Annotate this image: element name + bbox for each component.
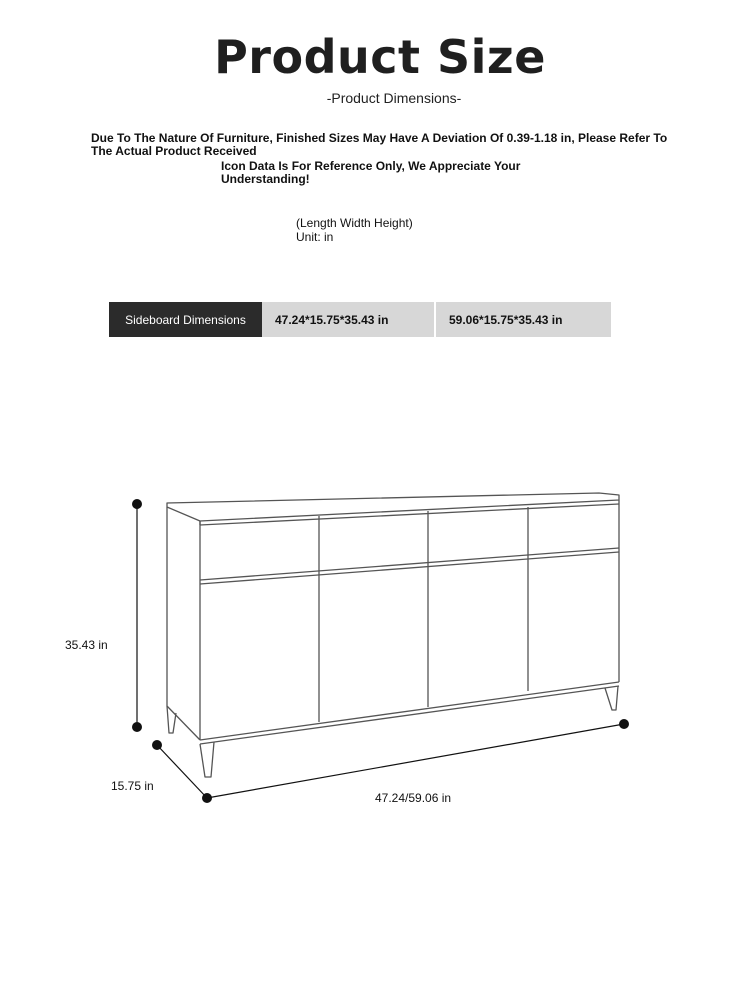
dimensions-table-header: Sideboard Dimensions [109, 302, 262, 337]
unit-label: Unit: in [296, 230, 334, 244]
height-label: 35.43 in [65, 638, 108, 652]
length-end-point [619, 719, 629, 729]
corner-point [202, 793, 212, 803]
height-top-point [132, 499, 142, 509]
depth-label: 15.75 in [111, 779, 154, 793]
height-bottom-point [132, 722, 142, 732]
dimension-lines [137, 504, 624, 798]
left-side-panel [167, 507, 200, 740]
dimensions-value-small: 47.24*15.75*35.43 in [262, 302, 436, 337]
page-title: Product Size [214, 30, 546, 84]
front-left-leg [200, 742, 214, 777]
depth-dimension-line [157, 745, 207, 798]
front-right-leg [605, 686, 618, 710]
reference-notice: Icon Data Is For Reference Only, We Appreciate Your Understanding! [221, 159, 521, 186]
base-rail-top [200, 682, 619, 740]
drawer-band-bottom [200, 548, 619, 580]
top-edge-bottom [200, 504, 619, 525]
length-label: 47.24/59.06 in [375, 791, 452, 805]
sideboard-outline [167, 493, 619, 777]
drawer-band-shadow [200, 552, 619, 584]
base-rail-bottom [200, 686, 619, 744]
depth-back-point [152, 740, 162, 750]
dimension-endpoints [132, 499, 629, 803]
deviation-notice: Due To The Nature Of Furniture, Finished Sizes May Have A Deviation Of 0.39-1.18 in, Please Refer To The Actual Product Received [91, 131, 668, 158]
page-subtitle: -Product Dimensions- [326, 90, 462, 106]
dimension-order-label: (Length Width Height) [296, 216, 413, 230]
dimensions-value-large: 59.06*15.75*35.43 in [436, 302, 611, 337]
length-dimension-line [207, 724, 624, 798]
